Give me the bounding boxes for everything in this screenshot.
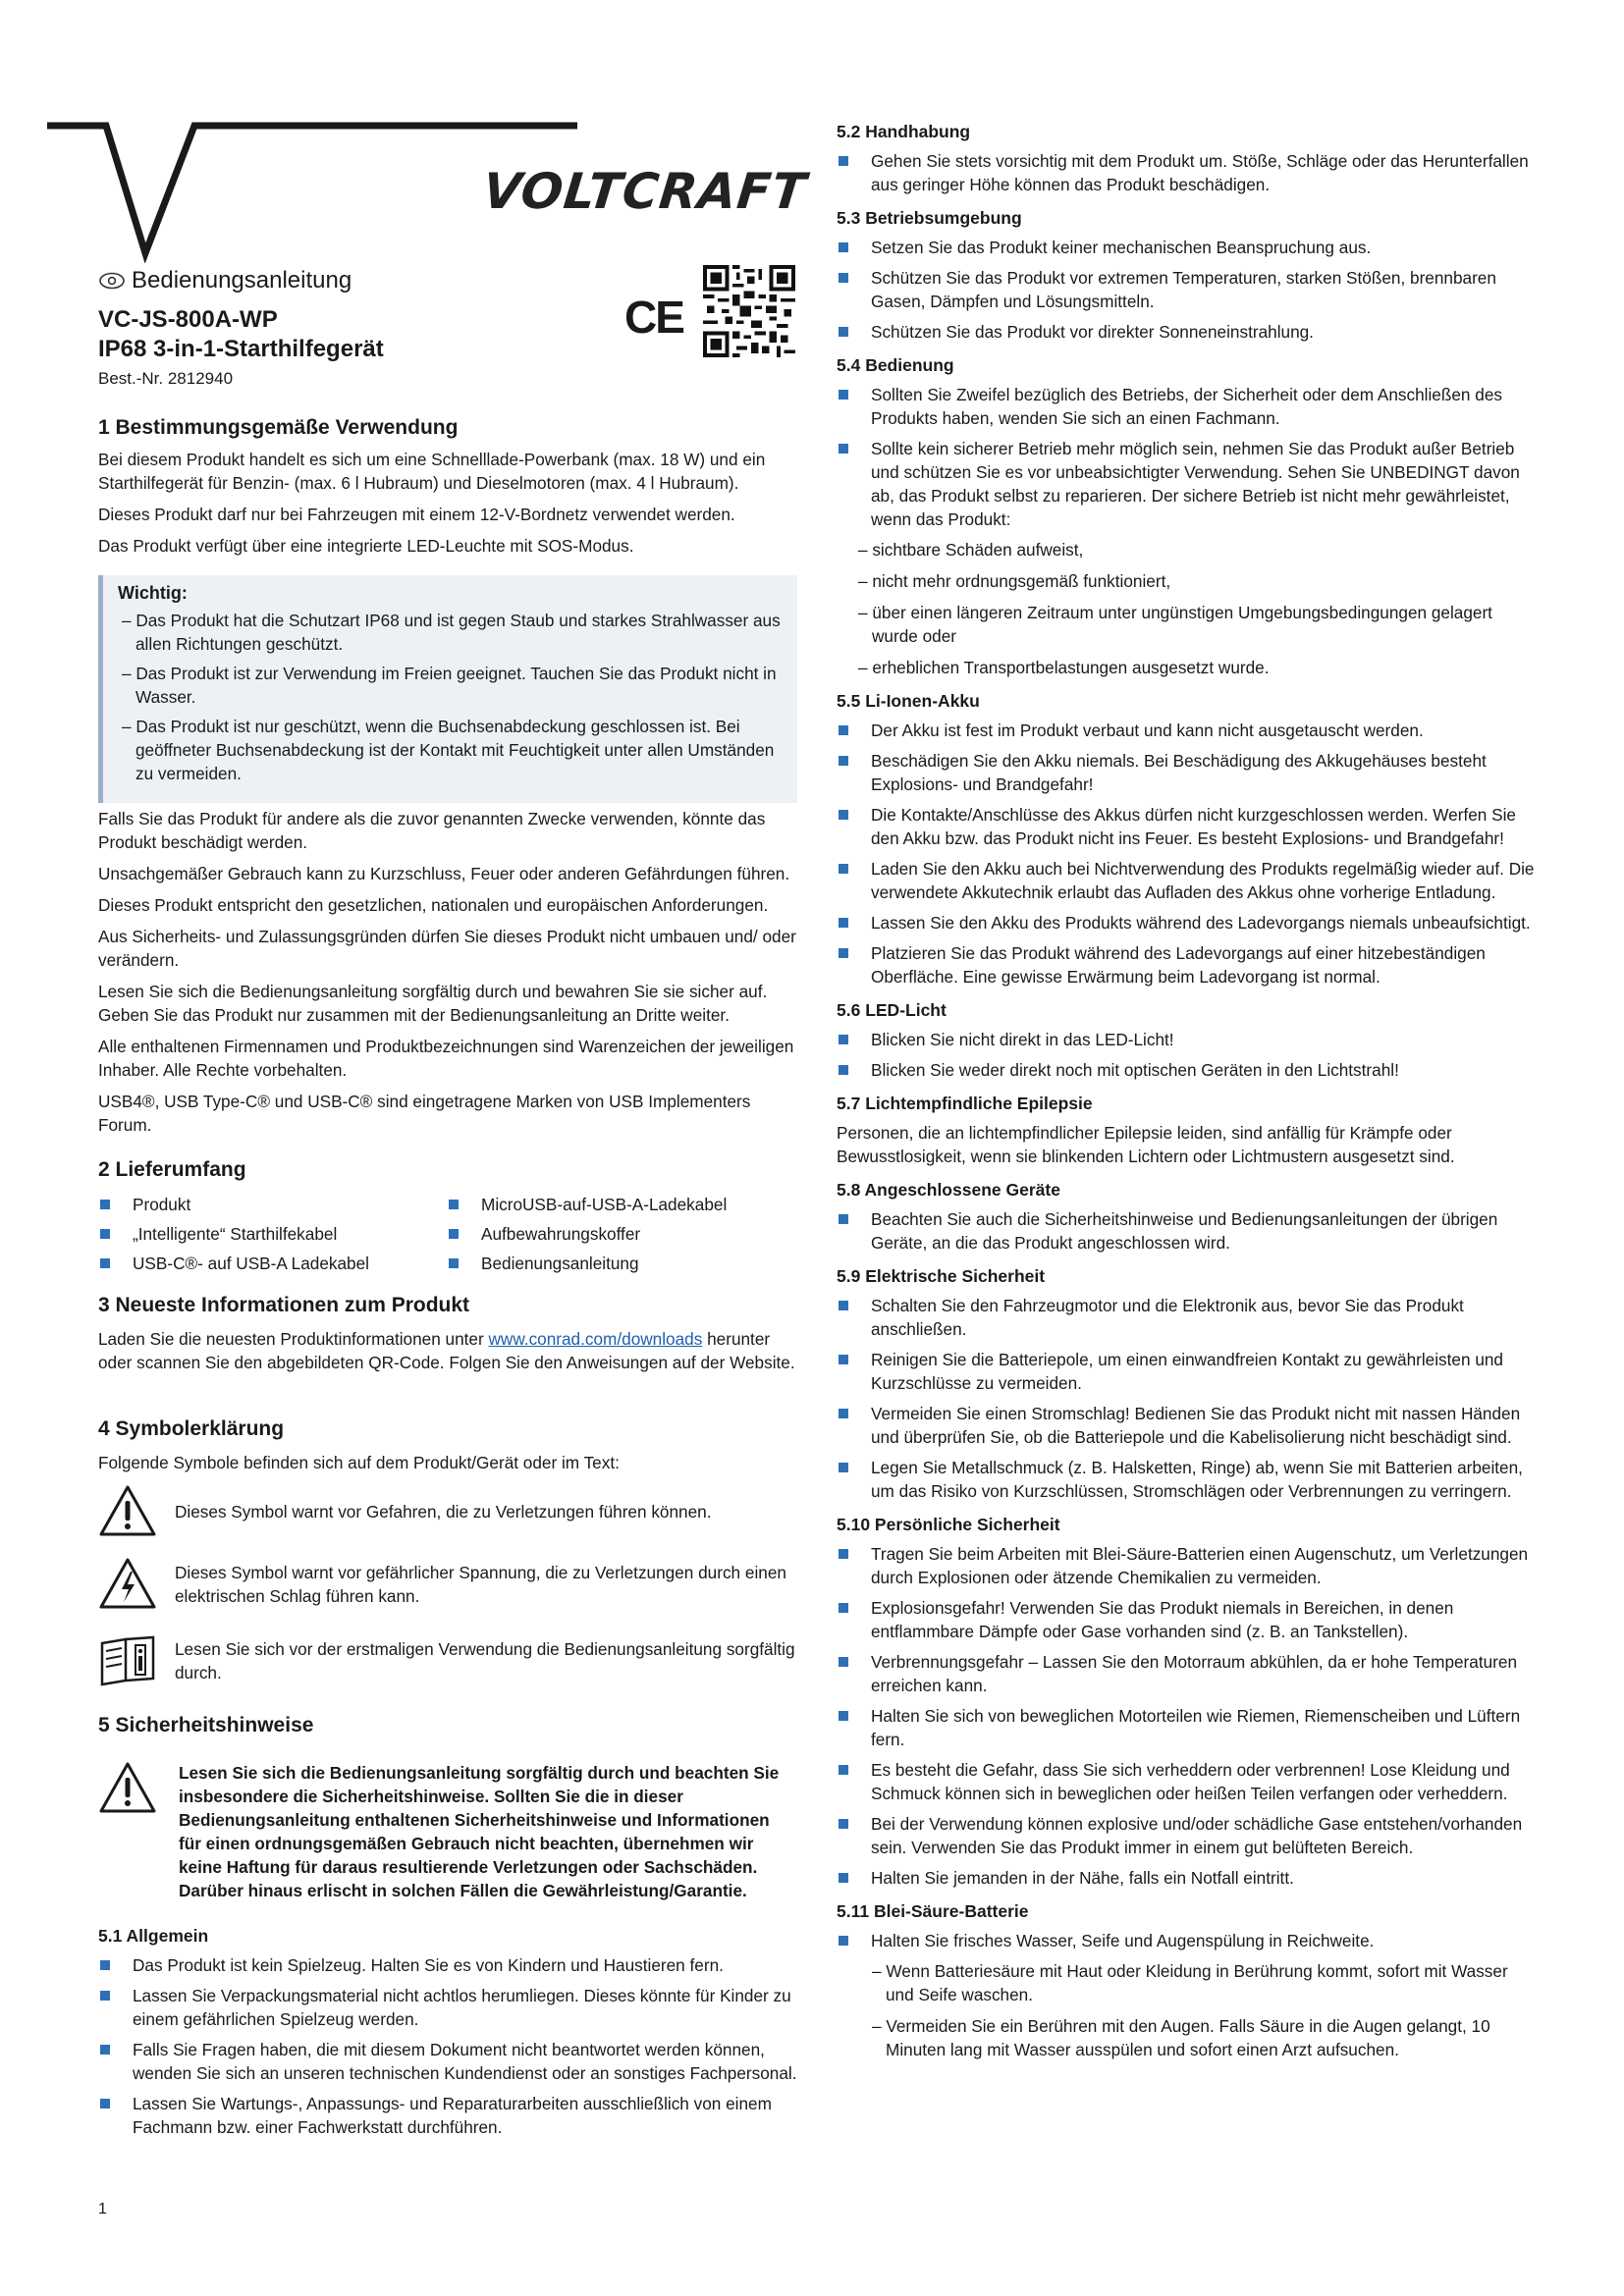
important-notice-box [98, 575, 797, 803]
list-item: Lassen Sie Verpackungsmaterial nicht achtlos herumliegen. Dieses könnte für Kinder zu einem gefährlichen Spielzeug werden. [98, 1984, 797, 2031]
list-item: Halten Sie jemanden in der Nähe, falls ein Notfall eintritt. [837, 1866, 1539, 1890]
dash-item: – Wenn Batteriesäure mit Haut oder Kleidung in Berührung kommt, sofort mit Wasser und Seife waschen. [872, 1961, 1508, 2004]
manual-label-text: Bedienungsanleitung [132, 267, 352, 294]
list-item: MicroUSB-auf-USB-A-Ladekabel [447, 1193, 797, 1216]
section-5-9-list [837, 1294, 1539, 1503]
section-5-11-list [837, 1929, 1539, 1952]
symbol-row [98, 1633, 797, 1686]
paragraph: USB4®, USB Type-C® und USB-C® sind eingetragene Marken von USB Implementers Forum. [98, 1092, 751, 1135]
section-5-1 [98, 1924, 797, 2146]
section-5-9-heading: 5.9 Elektrische Sicherheit [837, 1266, 1046, 1286]
list-item: Lassen Sie Wartungs-, Anpassungs- und Reparaturarbeiten ausschließlich von einem Fachmann bzw. einer Fachwerkstatt durchführen. [98, 2092, 797, 2139]
section-5-1-list [98, 1953, 797, 2139]
paragraph: Dieses Produkt darf nur bei Fahrzeugen mit einem 12-V-Bordnetz verwendet werden. [98, 505, 735, 524]
important-item: – Das Produkt ist nur geschützt, wenn die Buchsenabdeckung geschlossen ist. Bei geöffneter Buchsenabdeckung ist der Kontakt mit Feuchtigkeit unter allen Umständen zu vermeiden. [122, 717, 775, 783]
section3-text [98, 1327, 797, 1374]
eye-icon [98, 271, 126, 291]
paragraph: Bei diesem Produkt handelt es sich um eine Schnelllade-Powerbank (max. 18 W) und ein Starthilfegerät für Benzin- (max. 6 l Hubraum) und Dieselmotoren (max. 4 l Hubraum). [98, 450, 766, 493]
section5-heading: 5 Sicherheitshinweise [98, 1714, 314, 1736]
list-item: Platzieren Sie das Produkt während des Ladevorgangs auf einer hitzebeständigen Oberfläche. Eine gewisse Erwärmung beim Ladevorgang ist normal. [837, 941, 1539, 988]
section-5-3-heading: 5.3 Betriebsumgebung [837, 208, 1022, 228]
list-item: „Intelligente“ Starthilfekabel [98, 1222, 447, 1246]
list-item: USB-C®- auf USB-A Ladekabel [98, 1252, 447, 1275]
section1-details [98, 807, 797, 1145]
manual-label [98, 267, 352, 294]
order-number: Best.-Nr. 2812940 [98, 369, 234, 388]
list-item: Halten Sie sich von beweglichen Motorteilen wie Riemen, Riemenscheiben und Lüftern fern. [837, 1704, 1539, 1751]
list-item: Die Kontakte/Anschlüsse des Akkus dürfen nicht kurzgeschlossen werden. Werfen Sie den Akku bzw. das Produkt nicht ins Feuer. Es besteht Explosions- und Brandgefahr! [837, 803, 1539, 850]
section-5-4-list [837, 383, 1539, 531]
list-item: Vermeiden Sie einen Stromschlag! Bedienen Sie das Produkt nicht mit nassen Händen und überprüfen Sie, ob die Batteriepole und die Kabelisolierung nicht beschädigt sind. [837, 1402, 1539, 1449]
symbol-description: Dieses Symbol warnt vor Gefahren, die zu Verletzungen führen können. [175, 1502, 712, 1522]
paragraph: Das Produkt verfügt über eine integrierte LED-Leuchte mit SOS-Modus. [98, 536, 634, 556]
paragraph: Falls Sie das Produkt für andere als die zuvor genannten Zwecke verwenden, könnte das Produkt beschädigt werden. [98, 809, 766, 852]
list-item: Sollten Sie Zweifel bezüglich des Betriebs, der Sicherheit oder dem Anschließen des Produkts haben, wenden Sie sich an einen Fachmann. [837, 383, 1539, 430]
paragraph: Alle enthaltenen Firmennamen und Produktbezeichnungen sind Warenzeichen der jeweiligen Inhaber. Alle Rechte vorbehalten. [98, 1037, 794, 1080]
scope-of-delivery-list [98, 1193, 797, 1275]
section-5-10-heading: 5.10 Persönliche Sicherheit [837, 1515, 1060, 1534]
read-manual-icon [98, 1633, 157, 1686]
section-5-11-heading: 5.11 Blei-Säure-Batterie [837, 1901, 1029, 1921]
list-item: Reinigen Sie die Batteriepole, um einen einwandfreien Kontakt zu gewährleisten und Kurzschlüsse zu vermeiden. [837, 1348, 1539, 1395]
symbol-row [98, 1484, 797, 1537]
symbol-description: Lesen Sie sich vor der erstmaligen Verwendung die Bedienungsanleitung sorgfältig durch. [175, 1639, 795, 1682]
section-5-8-list [837, 1207, 1539, 1255]
section-5-7-heading: 5.7 Lichtempfindliche Epilepsie [837, 1094, 1093, 1113]
product-name: IP68 3-in-1-Starthilfegerät [98, 336, 384, 362]
list-item: Beachten Sie auch die Sicherheitshinweise und Bedienungsanleitungen der übrigen Geräte, an die das Produkt angeschlossen wird. [837, 1207, 1539, 1255]
important-title: Wichtig: [118, 583, 188, 603]
list-item: Der Akku ist fest im Produkt verbaut und kann nicht ausgetauscht werden. [837, 719, 1539, 742]
important-item: – Das Produkt ist zur Verwendung im Freien geeignet. Tauchen Sie das Produkt nicht in Wasser. [122, 664, 777, 707]
list-item: Verbrennungsgefahr – Lassen Sie den Motorraum abkühlen, da er hohe Temperaturen erreichen kann. [837, 1650, 1539, 1697]
section3-text-after: herunter oder scannen Sie den abgebildeten QR-Code. Folgen Sie den Anweisungen auf der Website. [98, 1329, 795, 1372]
list-item: Halten Sie frisches Wasser, Seife und Augenspülung in Reichweite. [837, 1929, 1539, 1952]
list-item: Schalten Sie den Fahrzeugmotor und die Elektronik aus, bevor Sie das Produkt anschließen. [837, 1294, 1539, 1341]
list-item: Bedienungsanleitung [447, 1252, 797, 1275]
list-item: Falls Sie Fragen haben, die mit diesem Dokument nicht beantwortet werden können, wenden Sie sich an unseren technischen Kundendienst oder an sonstiges Fachpersonal. [98, 2038, 797, 2085]
list-item: Das Produkt ist kein Spielzeug. Halten Sie es von Kindern und Haustieren fern. [98, 1953, 797, 1977]
list-item: Blicken Sie nicht direkt in das LED-Licht! [837, 1028, 1539, 1051]
list-item: Legen Sie Metallschmuck (z. B. Halsketten, Ringe) ab, wenn Sie mit Batterien arbeiten, um das Risiko von Kurzschlüssen, Stromschlägen oder Verbrennungen zu verringern. [837, 1456, 1539, 1503]
downloads-link[interactable]: www.conrad.com/downloads [488, 1329, 703, 1349]
dash-item: – über einen längeren Zeitraum unter ungünstigen Umgebungsbedingungen gelagert wurde oder [858, 603, 1492, 646]
list-item: Beschädigen Sie den Akku niemals. Bei Beschädigung des Akkugehäuses besteht Explosions- und Brandgefahr! [837, 749, 1539, 796]
symbol-row [98, 1557, 797, 1610]
section1-heading: 1 Bestimmungsgemäße Verwendung [98, 416, 459, 439]
ce-mark: CE [624, 292, 683, 343]
electric-shock-warning-icon [98, 1557, 157, 1610]
paragraph: Aus Sicherheits- und Zulassungsgründen dürfen Sie dieses Produkt nicht umbauen und/ oder verändern. [98, 927, 796, 970]
section3-text-before: Laden Sie die neuesten Produktinformationen unter [98, 1329, 489, 1349]
warning-triangle-icon [98, 1761, 157, 1814]
dash-item: – Vermeiden Sie ein Berühren mit den Augen. Falls Säure in die Augen gelangt, 10 Minuten lang mit Wasser ausspülen und sofort einen Arzt aufsuchen. [872, 2016, 1490, 2059]
section-5-6-heading: 5.6 LED-Licht [837, 1000, 947, 1020]
section-5-2-list [837, 149, 1539, 196]
safety-warning [98, 1761, 797, 1902]
section-5-3-list [837, 236, 1539, 344]
list-item: Schützen Sie das Produkt vor direkter Sonneneinstrahlung. [837, 320, 1539, 344]
section-5-2-heading: 5.2 Handhabung [837, 122, 971, 141]
list-item: Laden Sie den Akku auch bei Nichtverwendung des Produkts regelmäßig wieder auf. Die verwendete Akkutechnik erlaubt das Aufladen des Akkus ohne vorherige Entladung. [837, 857, 1539, 904]
paragraph: Dieses Produkt entspricht den gesetzlichen, nationalen und europäischen Anforderungen. [98, 895, 769, 915]
section1-intro [98, 448, 797, 565]
list-item: Bei der Verwendung können explosive und/oder schädliche Gase entstehen/vorhanden sein. Verwenden Sie das Produkt immer in einem gut belüfteten Bereich. [837, 1812, 1539, 1859]
section4-heading: 4 Symbolerklärung [98, 1417, 285, 1440]
section-5-5-list [837, 719, 1539, 988]
list-item: Schützen Sie das Produkt vor extremen Temperaturen, starken Stößen, brennbaren Gasen, Dämpfen und Lösungsmitteln. [837, 266, 1539, 313]
list-item: Lassen Sie den Akku des Produkts während des Ladevorgangs niemals unbeaufsichtigt. [837, 911, 1539, 934]
paragraph: Lesen Sie sich die Bedienungsanleitung sorgfältig durch und bewahren Sie sie sicher auf. Geben Sie das Produkt nur zusammen mit der Bedienungsanleitung an Dritte weiter. [98, 982, 768, 1025]
list-item: Tragen Sie beim Arbeiten mit Blei-Säure-Batterien einen Augenschutz, um Verletzungen durch Explosionen oder ätzende Chemikalien zu vermeiden. [837, 1542, 1539, 1589]
list-item: Sollte kein sicherer Betrieb mehr möglich sein, nehmen Sie das Produkt außer Betrieb und schützen Sie es vor unbeabsichtigter Verwendung. Sehen Sie UNBEDINGT davon ab, das Produkt selbst zu reparieren. Der sichere Betrieb ist nicht mehr gewährleistet, wenn das Produkt: [837, 437, 1539, 531]
section-5-1-heading: 5.1 Allgemein [98, 1926, 209, 1946]
dash-item: – erheblichen Transportbelastungen ausgesetzt wurde. [858, 658, 1270, 677]
right-column [837, 120, 1539, 2069]
section2-heading: 2 Lieferumfang [98, 1158, 246, 1181]
section-5-5-heading: 5.5 Li-Ionen-Akku [837, 691, 980, 711]
safety-warning-text: Lesen Sie sich die Bedienungsanleitung sorgfältig durch und beachten Sie insbesondere die Sicherheitshinweise. Sollten Sie die in dieser Bedienungsanleitung enthaltenen Sicherheitshinweise und Informationen für einen ordnungsgemäßen Gebrauch nicht beachten, übernehmen wir keine Haftung für daraus resultierende Verletzungen oder Sachschäden. Darüber hinaus erlischt in solchen Fällen die Gewährleistung/Garantie. [179, 1763, 780, 1900]
section-5-8-heading: 5.8 Angeschlossene Geräte [837, 1180, 1060, 1200]
list-item: Explosionsgefahr! Verwenden Sie das Produkt niemals in Bereichen, in denen entflammbare Dämpfe oder Gase vorhanden sind (z. B. an Tankstellen). [837, 1596, 1539, 1643]
list-item: Gehen Sie stets vorsichtig mit dem Produkt um. Stöße, Schläge oder das Herunterfallen aus geringer Höhe können das Produkt beschädigen. [837, 149, 1539, 196]
dash-item: – sichtbare Schäden aufweist, [858, 540, 1084, 560]
section3-heading: 3 Neueste Informationen zum Produkt [98, 1294, 470, 1316]
symbol-description: Dieses Symbol warnt vor gefährlicher Spannung, die zu Verletzungen durch einen elektrischen Schlag führen kann. [175, 1563, 786, 1606]
list-item: Aufbewahrungskoffer [447, 1222, 797, 1246]
important-item: – Das Produkt hat die Schutzart IP68 und ist gegen Staub und starkes Strahlwasser aus allen Richtungen geschützt. [122, 611, 781, 654]
section-5-4-heading: 5.4 Bedienung [837, 355, 954, 375]
page-number: 1 [98, 2201, 107, 2217]
section-5-10-list [837, 1542, 1539, 1890]
dash-item: – nicht mehr ordnungsgemäß funktioniert, [858, 571, 1171, 591]
list-item: Blicken Sie weder direkt noch mit optischen Geräten in den Lichtstrahl! [837, 1058, 1539, 1082]
list-item: Es besteht die Gefahr, dass Sie sich verheddern oder verbrennen! Lose Kleidung und Schmuck können sich in beweglichen oder heißen Teilen verfangen oder verheddern. [837, 1758, 1539, 1805]
list-item: Produkt [98, 1193, 447, 1216]
list-item: Setzen Sie das Produkt keiner mechanischen Beanspruchung aus. [837, 236, 1539, 259]
section-5-6-list [837, 1028, 1539, 1082]
brand-logo: VOLTCRAFT [479, 163, 810, 220]
product-code: VC-JS-800A-WP [98, 306, 278, 333]
paragraph: Unsachgemäßer Gebrauch kann zu Kurzschluss, Feuer oder anderen Gefährdungen führen. [98, 864, 790, 883]
section4-intro: Folgende Symbole befinden sich auf dem Produkt/Gerät oder im Text: [98, 1453, 620, 1472]
warning-triangle-icon [98, 1484, 157, 1537]
section-5-7-text: Personen, die an lichtempfindlicher Epilepsie leiden, sind anfällig für Krämpfe oder Bewusstlosigkeit, wenn sie blinkenden Lichtern oder Lichtmustern ausgesetzt sind. [837, 1123, 1455, 1166]
qr-code-icon[interactable] [703, 265, 795, 357]
